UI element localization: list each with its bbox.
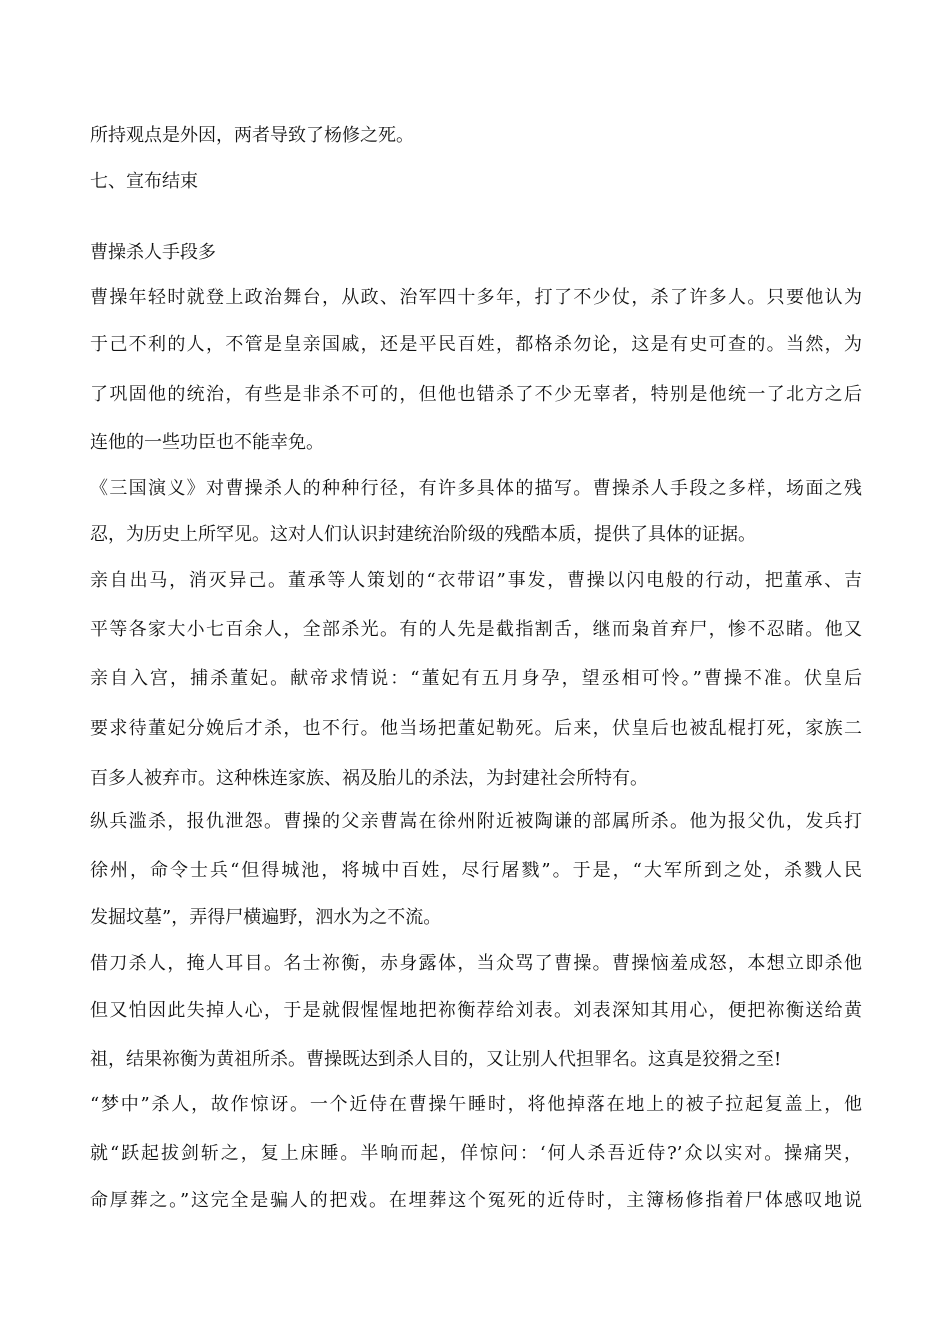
paragraph-3-line-5: 百多人被弃市。这种株连家族、祸及胎儿的杀法，为封建社会所特有。 xyxy=(90,768,648,789)
paragraph-6-line-1: “梦中”杀人，故作惊讶。一个近侍在曹操午睡时，将他掉落在地上的被子拉起复盖上，他 xyxy=(90,1094,862,1115)
paragraph-4-line-1: 纵兵滥杀，报仇泄怨。曹操的父亲曹嵩在徐州附近被陶谦的部属所杀。他为报父仇，发兵打 xyxy=(90,811,862,832)
paragraph-4-line-2: 徐州，命令士兵“但得城池，将城中百姓，尽行屠戮”。于是，“大军所到之处，杀戮人民 xyxy=(90,860,862,881)
paragraph-3-line-4: 要求待董妃分娩后才杀，也不行。他当场把董妃勒死。后来，伏皇后也被乱棍打死，家族二 xyxy=(90,718,862,739)
paragraph-2-line-2: 忍，为历史上所罕见。这对人们认识封建统治阶级的残酷本质，提供了具体的证据。 xyxy=(90,524,756,545)
paragraph-3-line-3: 亲自入宫，捕杀董妃。献帝求情说：“董妃有五月身孕，望丞相可怜。”曹操不准。伏皇后 xyxy=(90,668,862,689)
paragraph-3-line-2: 平等各家大小七百余人，全部杀光。有的人先是截指割舌，继而枭首弃尸，惨不忍睹。他又 xyxy=(90,619,862,640)
paragraph-5-line-2: 但又怕因此失掉人心，于是就假惺惺地把祢衡荐给刘表。刘表深知其用心，便把祢衡送给黄 xyxy=(90,1000,862,1021)
paragraph-5-line-1: 借刀杀人，掩人耳目。名士祢衡，赤身露体，当众骂了曹操。曹操恼羞成怒，本想立即杀他 xyxy=(90,953,862,974)
paragraph-2-line-1: 《三国演义》对曹操杀人的种种行径，有许多具体的描写。曹操杀人手段之多样，场面之残 xyxy=(90,478,862,499)
paragraph-1-line-1: 曹操年轻时就登上政治舞台，从政、治军四十多年，打了不少仗，杀了许多人。只要他认为 xyxy=(90,287,862,308)
paragraph-6-line-2: 就“跃起拔剑斩之，复上床睡。半晌而起，佯惊问：‘何人杀吾近侍?’众以实对。操痛哭， xyxy=(90,1143,862,1164)
text-line-conclusion: 所持观点是外因，两者导致了杨修之死。 xyxy=(90,125,414,146)
paragraph-1-line-2: 于己不利的人，不管是皇亲国戚，还是平民百姓，都格杀勿论，这是有史可查的。当然，为 xyxy=(90,334,862,355)
paragraph-4-line-3: 发掘坟墓”，弄得尸横遍野，泗水为之不流。 xyxy=(90,907,442,928)
section-heading-seven: 七、宣布结束 xyxy=(90,171,198,192)
paragraph-1-line-4: 连他的一些功臣也不能幸免。 xyxy=(90,432,324,453)
article-title: 曹操杀人手段多 xyxy=(90,242,216,263)
paragraph-3-line-1: 亲自出马，消灭异己。董承等人策划的“衣带诏”事发，曹操以闪电般的行动，把董承、吉 xyxy=(90,570,862,591)
paragraph-1-line-3: 了巩固他的统治，有些是非杀不可的，但他也错杀了不少无辜者，特别是他统一了北方之后 xyxy=(90,384,862,405)
paragraph-5-line-3: 祖，结果祢衡为黄祖所杀。曹操既达到杀人目的，又让别人代担罪名。这真是狡猾之至! xyxy=(90,1049,782,1070)
paragraph-6-line-3: 命厚葬之。”这完全是骗人的把戏。在埋葬这个冤死的近侍时，主簿杨修指着尸体感叹地说 xyxy=(90,1190,862,1211)
